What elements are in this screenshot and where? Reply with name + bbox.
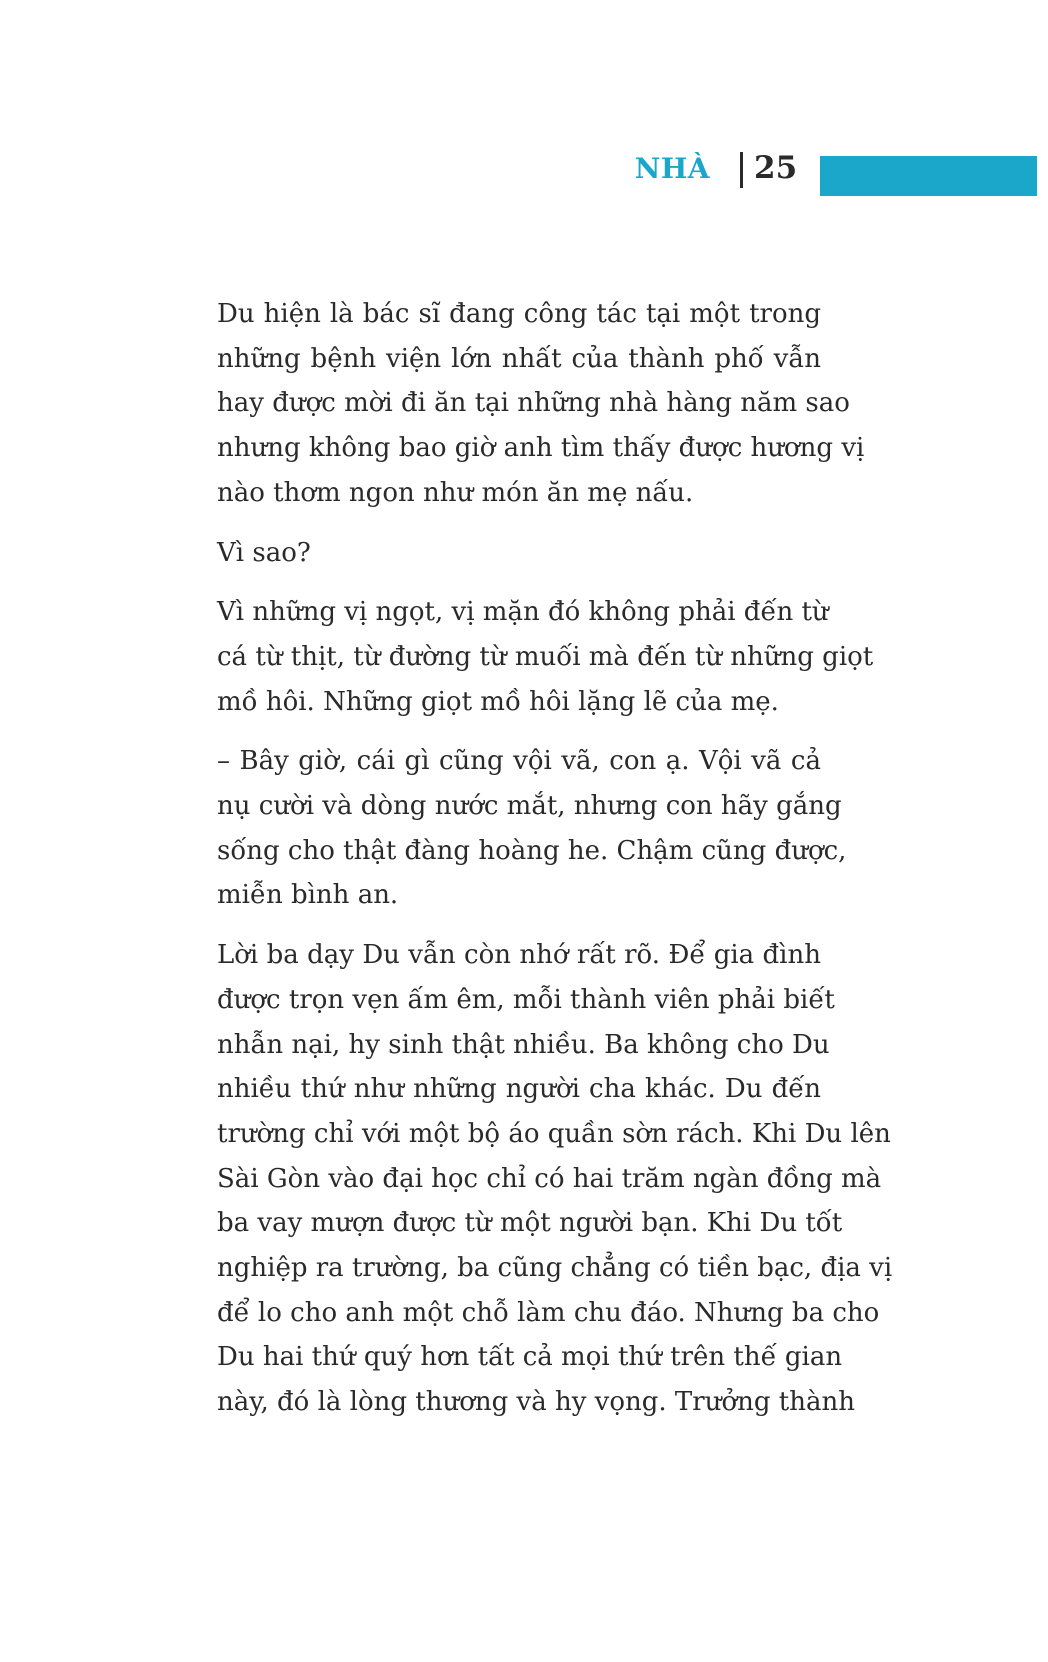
text-line: cá từ thịt, từ đường từ muối mà đến từ những giọt [217, 641, 874, 672]
paragraph [178, 292, 865, 516]
paragraph [178, 531, 821, 576]
text-line: Sài Gòn vào đại học chỉ có hai trăm ngàn đồng mà [217, 1163, 882, 1194]
text-line: để lo cho anh một chỗ làm chu đáo. Nhưng ba cho [217, 1297, 880, 1328]
text-line: mồ hôi. Những giọt mồ hôi lặng lẽ của mẹ. [217, 686, 779, 717]
text-line: được trọn vẹn ấm êm, mỗi thành viên phải biết [217, 984, 835, 1015]
header-accent-bar [820, 156, 1037, 196]
text-line: Vì những vị ngọt, vị mặn đó không phải đến từ [217, 597, 829, 628]
text-line: hay được mời đi ăn tại những nhà hàng năm sao [217, 388, 850, 419]
text-line: ba vay mượn được từ một người bạn. Khi Du tốt [217, 1208, 843, 1239]
body-text [178, 292, 893, 1440]
chapter-title: NHÀ [634, 152, 710, 185]
text-line: Vì sao? [217, 537, 311, 568]
text-line: những bệnh viện lớn nhất của thành phố vẫn [217, 343, 821, 374]
text-line: sống cho thật đàng hoàng he. Chậm cũng được, [217, 835, 847, 866]
text-line: nhẫn nại, hy sinh thật nhiều. Ba không cho Du [217, 1029, 830, 1060]
text-line: nghiệp ra trường, ba cũng chẳng có tiền bạc, địa vị [217, 1253, 893, 1284]
text-line: nhiều thứ như những người cha khác. Du đến [217, 1074, 821, 1105]
text-line: Lời ba dạy Du vẫn còn nhớ rất rõ. Để gia đình [217, 940, 821, 971]
text-line: trường chỉ với một bộ áo quần sờn rách. Khi Du lên [217, 1118, 891, 1149]
paragraph [178, 739, 847, 918]
paragraph [178, 590, 874, 724]
page-header [0, 148, 1048, 192]
text-line: – Bây giờ, cái gì cũng vội vã, con ạ. Vội vã cả [217, 746, 821, 777]
text-line: nụ cười và dòng nước mắt, nhưng con hãy gắng [217, 791, 842, 822]
text-line: này, đó là lòng thương và hy vọng. Trưởng thành [217, 1387, 855, 1418]
text-line: miễn bình an. [217, 880, 399, 911]
text-line: Du hiện là bác sĩ đang công tác tại một trong [217, 299, 821, 329]
text-line: nhưng không bao giờ anh tìm thấy được hương vị [217, 433, 865, 464]
text-line: nào thơm ngon như món ăn mẹ nấu. [217, 477, 694, 508]
header-divider [740, 152, 743, 188]
page-number: 25 [754, 150, 798, 186]
paragraph [178, 933, 893, 1425]
text-line: Du hai thứ quý hơn tất cả mọi thứ trên thế gian [217, 1342, 843, 1373]
